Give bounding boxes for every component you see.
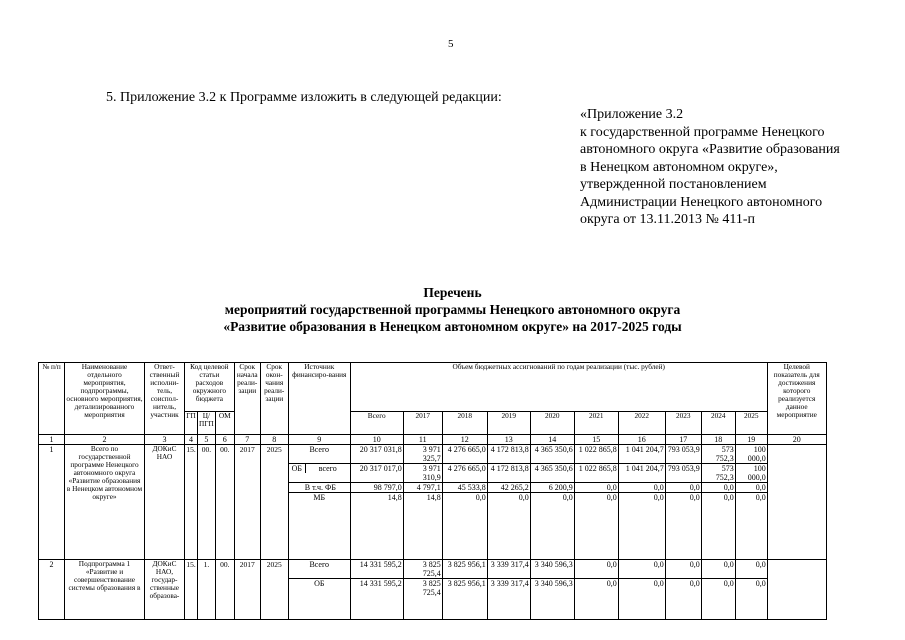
value-cell: 1 041 204,7 xyxy=(618,464,665,483)
title-line: «Развитие образования в Ненецком автономном округе» на 2017-2025 годы xyxy=(223,319,682,334)
value-cell: 3 339 317,4 xyxy=(487,579,530,620)
row-start: 2017 xyxy=(234,560,260,620)
row-gp: 15. xyxy=(185,560,198,620)
value-cell: 1 022 865,8 xyxy=(574,464,618,483)
value-cell: 0,0 xyxy=(442,493,487,560)
title-line: мероприятий государственной программы Ненецкого автономного округа xyxy=(224,302,681,317)
value-cell: 0,0 xyxy=(665,493,701,560)
row-end: 2025 xyxy=(260,445,288,560)
value-cell: 0,0 xyxy=(487,493,530,560)
value-cell: 100 000,0 xyxy=(735,464,767,483)
measures-table xyxy=(38,362,827,620)
value-cell: 0,0 xyxy=(665,560,701,579)
col-header-om: ОМ xyxy=(215,412,234,435)
value-cell: 100 000,0 xyxy=(735,445,767,464)
col-header-start: Срок начала реали-зации xyxy=(234,363,260,435)
value-cell: 4 172 813,8 xyxy=(487,464,530,483)
value-cell: 14,8 xyxy=(403,493,442,560)
value-cell: 3 825 725,4 xyxy=(403,579,442,620)
table-row xyxy=(39,445,827,464)
col-number: 10 xyxy=(350,435,403,445)
amendment-item: 5. Приложение 3.2 к Программе изложить в следующей редакции: xyxy=(106,90,502,105)
source-label: ОБ xyxy=(288,579,350,620)
value-cell: 3 825 956,1 xyxy=(442,579,487,620)
target-cell xyxy=(767,445,826,560)
row-num: 1 xyxy=(39,445,65,560)
source-label: Всего xyxy=(288,560,350,579)
col-number: 2 xyxy=(65,435,145,445)
row-om: 00. xyxy=(215,445,234,560)
value-cell: 4 797,1 xyxy=(403,483,442,493)
value-cell: 42 265,2 xyxy=(487,483,530,493)
col-number: 19 xyxy=(735,435,767,445)
appendix-line: Администрации Ненецкого автономного xyxy=(580,194,823,210)
source-ob-cell xyxy=(288,464,350,483)
col-header-source: Источник финансиро-вания xyxy=(288,363,350,435)
row-ppgp: 1. xyxy=(198,560,216,620)
title-line: Перечень xyxy=(423,285,482,300)
col-number: 18 xyxy=(701,435,735,445)
value-cell: 0,0 xyxy=(574,483,618,493)
row-end: 2025 xyxy=(260,560,288,620)
col-number: 1 xyxy=(39,435,65,445)
page-number: 5 xyxy=(448,38,454,50)
col-header-year: 2023 xyxy=(665,412,701,435)
value-cell: 45 533,8 xyxy=(442,483,487,493)
appendix-line: в Ненецком автономном округе», xyxy=(580,159,778,175)
source-label: МБ xyxy=(288,493,350,560)
col-number: 7 xyxy=(234,435,260,445)
row-resp: ДОКиС НАО, государ-ственные образова- xyxy=(145,560,185,620)
col-number: 4 xyxy=(185,435,198,445)
col-number: 17 xyxy=(665,435,701,445)
col-header-year: 2025 xyxy=(735,412,767,435)
value-cell: 0,0 xyxy=(735,483,767,493)
row-gp: 15. xyxy=(185,445,198,560)
value-cell: 0,0 xyxy=(530,493,574,560)
appendix-line: утвержденной постановлением xyxy=(580,177,767,192)
value-cell: 0,0 xyxy=(665,579,701,620)
value-cell: 4 276 665,0 xyxy=(442,445,487,464)
col-header-gp: ГП xyxy=(185,412,198,435)
value-cell: 3 339 317,4 xyxy=(487,560,530,579)
col-number: 9 xyxy=(288,435,350,445)
col-header-year: 2022 xyxy=(618,412,665,435)
target-cell xyxy=(767,560,826,620)
row-ppgp: 00. xyxy=(198,445,216,560)
value-cell: 14 331 595,2 xyxy=(350,579,403,620)
value-cell: 0,0 xyxy=(574,560,618,579)
col-header-year: 2020 xyxy=(530,412,574,435)
value-cell: 0,0 xyxy=(618,560,665,579)
source-label: Всего xyxy=(288,445,350,464)
source-label: ОБ xyxy=(289,464,306,473)
value-cell: 1 022 865,8 xyxy=(574,445,618,464)
row-om: 00. xyxy=(215,560,234,620)
appendix-line: округа от 13.11.2013 № 411-п xyxy=(580,212,755,227)
value-cell: 793 053,9 xyxy=(665,445,701,464)
value-cell: 793 053,9 xyxy=(665,464,701,483)
col-number: 16 xyxy=(618,435,665,445)
value-cell: 0,0 xyxy=(701,560,735,579)
column-number-row xyxy=(39,435,827,445)
value-cell: 573 752,3 xyxy=(701,464,735,483)
value-cell: 0,0 xyxy=(701,493,735,560)
row-start: 2017 xyxy=(234,445,260,560)
col-header-code: Код целевой статьи расходов окружного бюджета xyxy=(185,363,235,412)
col-header-end: Срок окон-чания реали-зации xyxy=(260,363,288,435)
col-number: 15 xyxy=(574,435,618,445)
row-resp: ДОКиС НАО xyxy=(145,445,185,560)
col-number: 14 xyxy=(530,435,574,445)
row-num: 2 xyxy=(39,560,65,620)
value-cell: 4 365 350,6 xyxy=(530,464,574,483)
row-name: Подпрограмма 1 «Развитие и совершенствование системы образования в xyxy=(65,560,145,620)
document-title xyxy=(0,284,905,335)
col-header-resp: Ответ-ственный исполни-тель, соиспол-нитель, участник xyxy=(145,363,185,435)
col-number: 6 xyxy=(215,435,234,445)
source-label: всего xyxy=(318,464,337,473)
col-number: 8 xyxy=(260,435,288,445)
col-header-year: 2019 xyxy=(487,412,530,435)
value-cell: 14,8 xyxy=(350,493,403,560)
value-cell: 98 797,0 xyxy=(350,483,403,493)
col-header-total: Всего xyxy=(350,412,403,435)
table-row xyxy=(39,560,827,579)
col-header-ppgp: Ц/ПГП xyxy=(198,412,216,435)
value-cell: 0,0 xyxy=(618,579,665,620)
col-header-year: 2017 xyxy=(403,412,442,435)
value-cell: 0,0 xyxy=(574,579,618,620)
col-number: 3 xyxy=(145,435,185,445)
value-cell: 0,0 xyxy=(735,560,767,579)
appendix-line: к государственной программе Ненецкого xyxy=(580,124,825,140)
value-cell: 0,0 xyxy=(735,579,767,620)
col-header-year: 2024 xyxy=(701,412,735,435)
row-name: Всего по государственной программе Ненецкого автономного округа «Развитие образования в Ненецком автономном округе» xyxy=(65,445,145,560)
col-number: 12 xyxy=(442,435,487,445)
col-header-volume: Объем бюджетных ассигнований по годам реализации (тыс. рублей) xyxy=(350,363,767,412)
value-cell: 3 340 596,3 xyxy=(530,579,574,620)
col-number: 20 xyxy=(767,435,826,445)
value-cell: 573 752,3 xyxy=(701,445,735,464)
value-cell: 3 971 325,7 xyxy=(403,445,442,464)
value-cell: 3 971 310,9 xyxy=(403,464,442,483)
value-cell: 4 172 813,8 xyxy=(487,445,530,464)
appendix-caption xyxy=(580,106,880,229)
value-cell: 4 276 665,0 xyxy=(442,464,487,483)
value-cell: 0,0 xyxy=(665,483,701,493)
value-cell: 4 365 350,6 xyxy=(530,445,574,464)
appendix-line: автономного округа «Развитие образования xyxy=(580,142,840,157)
col-header-target: Целевой показатель для достижения которого реализуется данное мероприятие xyxy=(767,363,826,435)
col-header-year: 2018 xyxy=(442,412,487,435)
value-cell: 3 825 725,4 xyxy=(403,560,442,579)
col-header-year: 2021 xyxy=(574,412,618,435)
col-header-num: № п/п xyxy=(39,363,65,435)
appendix-line: «Приложение 3.2 xyxy=(580,107,684,122)
value-cell: 3 825 956,1 xyxy=(442,560,487,579)
source-label: В т.ч. ФБ xyxy=(288,483,350,493)
value-cell: 0,0 xyxy=(701,579,735,620)
value-cell: 20 317 017,0 xyxy=(350,464,403,483)
value-cell: 6 200,9 xyxy=(530,483,574,493)
value-cell: 20 317 031,8 xyxy=(350,445,403,464)
value-cell: 0,0 xyxy=(701,483,735,493)
col-header-name: Наименование отдельного мероприятия, подпрограммы, основного мероприятия, детализированного мероприятия xyxy=(65,363,145,435)
col-number: 11 xyxy=(403,435,442,445)
value-cell: 3 340 596,3 xyxy=(530,560,574,579)
value-cell: 14 331 595,2 xyxy=(350,560,403,579)
col-number: 13 xyxy=(487,435,530,445)
value-cell: 0,0 xyxy=(618,493,665,560)
value-cell: 0,0 xyxy=(735,493,767,560)
col-number: 5 xyxy=(198,435,216,445)
value-cell: 1 041 204,7 xyxy=(618,445,665,464)
value-cell: 0,0 xyxy=(574,493,618,560)
value-cell: 0,0 xyxy=(618,483,665,493)
